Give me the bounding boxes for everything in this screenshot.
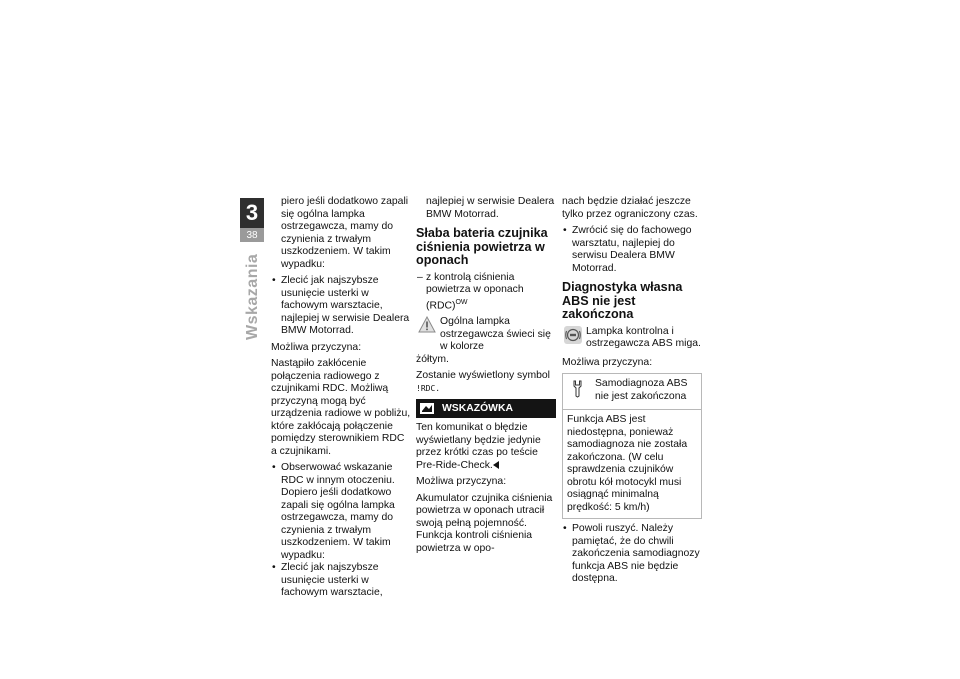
info-box-title: Samodiagnoza ABS nie jest zakończona bbox=[595, 378, 688, 402]
continued-paragraph: najlepiej w serwisie Dealera BMW Motorrad. bbox=[426, 196, 555, 220]
cause-label: Możliwa przyczyna: bbox=[271, 341, 362, 353]
end-marker-icon bbox=[493, 461, 499, 469]
page-number: 38 bbox=[240, 228, 264, 242]
column-3 bbox=[562, 196, 702, 590]
bullet-list bbox=[562, 225, 702, 275]
column-2 bbox=[416, 196, 556, 559]
symbol-label: Zostanie wyświetlony symbol bbox=[416, 370, 550, 382]
continued-paragraph: nach będzie działać jeszcze tylko przez ograniczony czas. bbox=[562, 196, 698, 220]
symbol-text bbox=[416, 370, 556, 395]
chapter-number: 3 bbox=[240, 198, 264, 228]
column-1 bbox=[271, 196, 411, 604]
note-label: WSKAZÓWKA bbox=[442, 402, 513, 414]
bullet-list bbox=[562, 523, 702, 586]
warning-row bbox=[416, 316, 556, 354]
wrench-icon bbox=[571, 380, 585, 398]
bullet-item: • Obserwować wskazanie RDC w innym otoczeniu. Dopiero jeśli dodatkowo zapali się ogólna lampka ostrzegawcza, mamy do czynienia z trwałym uszkodzeniem. W takim wypadku: bbox=[271, 462, 411, 562]
cause-label: Możliwa przyczyna: bbox=[416, 476, 507, 488]
abs-lamp-text: Lampka kontrolna i ostrzegawcza ABS miga. bbox=[586, 325, 701, 349]
section-heading: Diagnostyka własna ABS nie jest zakończona bbox=[562, 280, 683, 321]
note-bar bbox=[416, 399, 556, 418]
cause-text: Nastąpiło zakłócenie połączenia radiowego z czujnikami RDC. Możliwą przyczyną mogą być urządzenia radiowe w pobliżu, które zakłócają połączenie pomiędzy sterownikiem RDC a czujnikami. bbox=[271, 358, 411, 457]
bullet-item: • Powoli ruszyć. Należy pamiętać, że do chwili zakończenia samodiagnozy funkcja ABS nie będzie dostępna. bbox=[562, 523, 702, 586]
abs-lamp-row bbox=[562, 326, 702, 351]
section-title: Wskazania bbox=[244, 253, 261, 340]
note-body: Ten komunikat o błędzie wyświetlany będzie jedynie przez krótki czas po teście Pre-Ride-Check. bbox=[416, 422, 541, 471]
bullet-list bbox=[271, 462, 411, 600]
condition-item bbox=[416, 272, 556, 313]
warning-continued: żółtym. bbox=[416, 353, 449, 365]
condition-text: z kontrolą ciśnienia powietrza w oponach (RDC) bbox=[426, 271, 524, 311]
section-title-wrap bbox=[243, 248, 263, 340]
bullet-item: • Zlecić jak najszybsze usunięcie usterki w fachowym warsztacie, bbox=[271, 562, 411, 600]
condition-sup: OW bbox=[455, 298, 468, 306]
bullet-list bbox=[271, 275, 411, 338]
note-text bbox=[416, 422, 556, 472]
continued-paragraph: piero jeśli dodatkowo zapali się ogólna lampka ostrzegawcza, mamy do czynienia z trwałym uszkodzeniem. W takim wypadku: bbox=[281, 196, 409, 270]
cause-label: Możliwa przyczyna: bbox=[562, 356, 653, 368]
section-heading: Słaba bateria czujnika ciśnienia powietrza w oponach bbox=[416, 226, 548, 267]
condition-list bbox=[416, 272, 556, 313]
abs-lamp-icon bbox=[564, 326, 582, 344]
note-flag-icon bbox=[420, 403, 434, 414]
info-box bbox=[562, 373, 702, 519]
info-box-header bbox=[563, 374, 701, 410]
info-box-body: Funkcja ABS jest niedostępna, ponieważ samodiagnoza nie została zakończona. (W celu sprawdzenia czujników obrotu kół motocykl musi osiągnąć minimalną prędkość: 5 km/h) bbox=[567, 414, 688, 513]
bullet-item: • Zwrócić się do fachowego warsztatu, najlepiej do serwisu Dealera BMW Motorrad. bbox=[562, 225, 702, 275]
warning-triangle-icon bbox=[418, 316, 436, 333]
warning-text: Ogólna lampka ostrzegawcza świeci się w kolorze bbox=[440, 316, 551, 353]
bullet-item: • Zlecić jak najszybsze usunięcie usterki w fachowym warsztacie, najlepiej w serwisie Dealera BMW Motorrad. bbox=[271, 275, 411, 338]
cause-text: Akumulator czujnika ciśnienia powietrza w oponach utracił swoją pełną pojemność. Funkcja kontroli ciśnienia powietrza w opo- bbox=[416, 492, 553, 554]
symbol-code: !RDC. bbox=[416, 383, 441, 393]
